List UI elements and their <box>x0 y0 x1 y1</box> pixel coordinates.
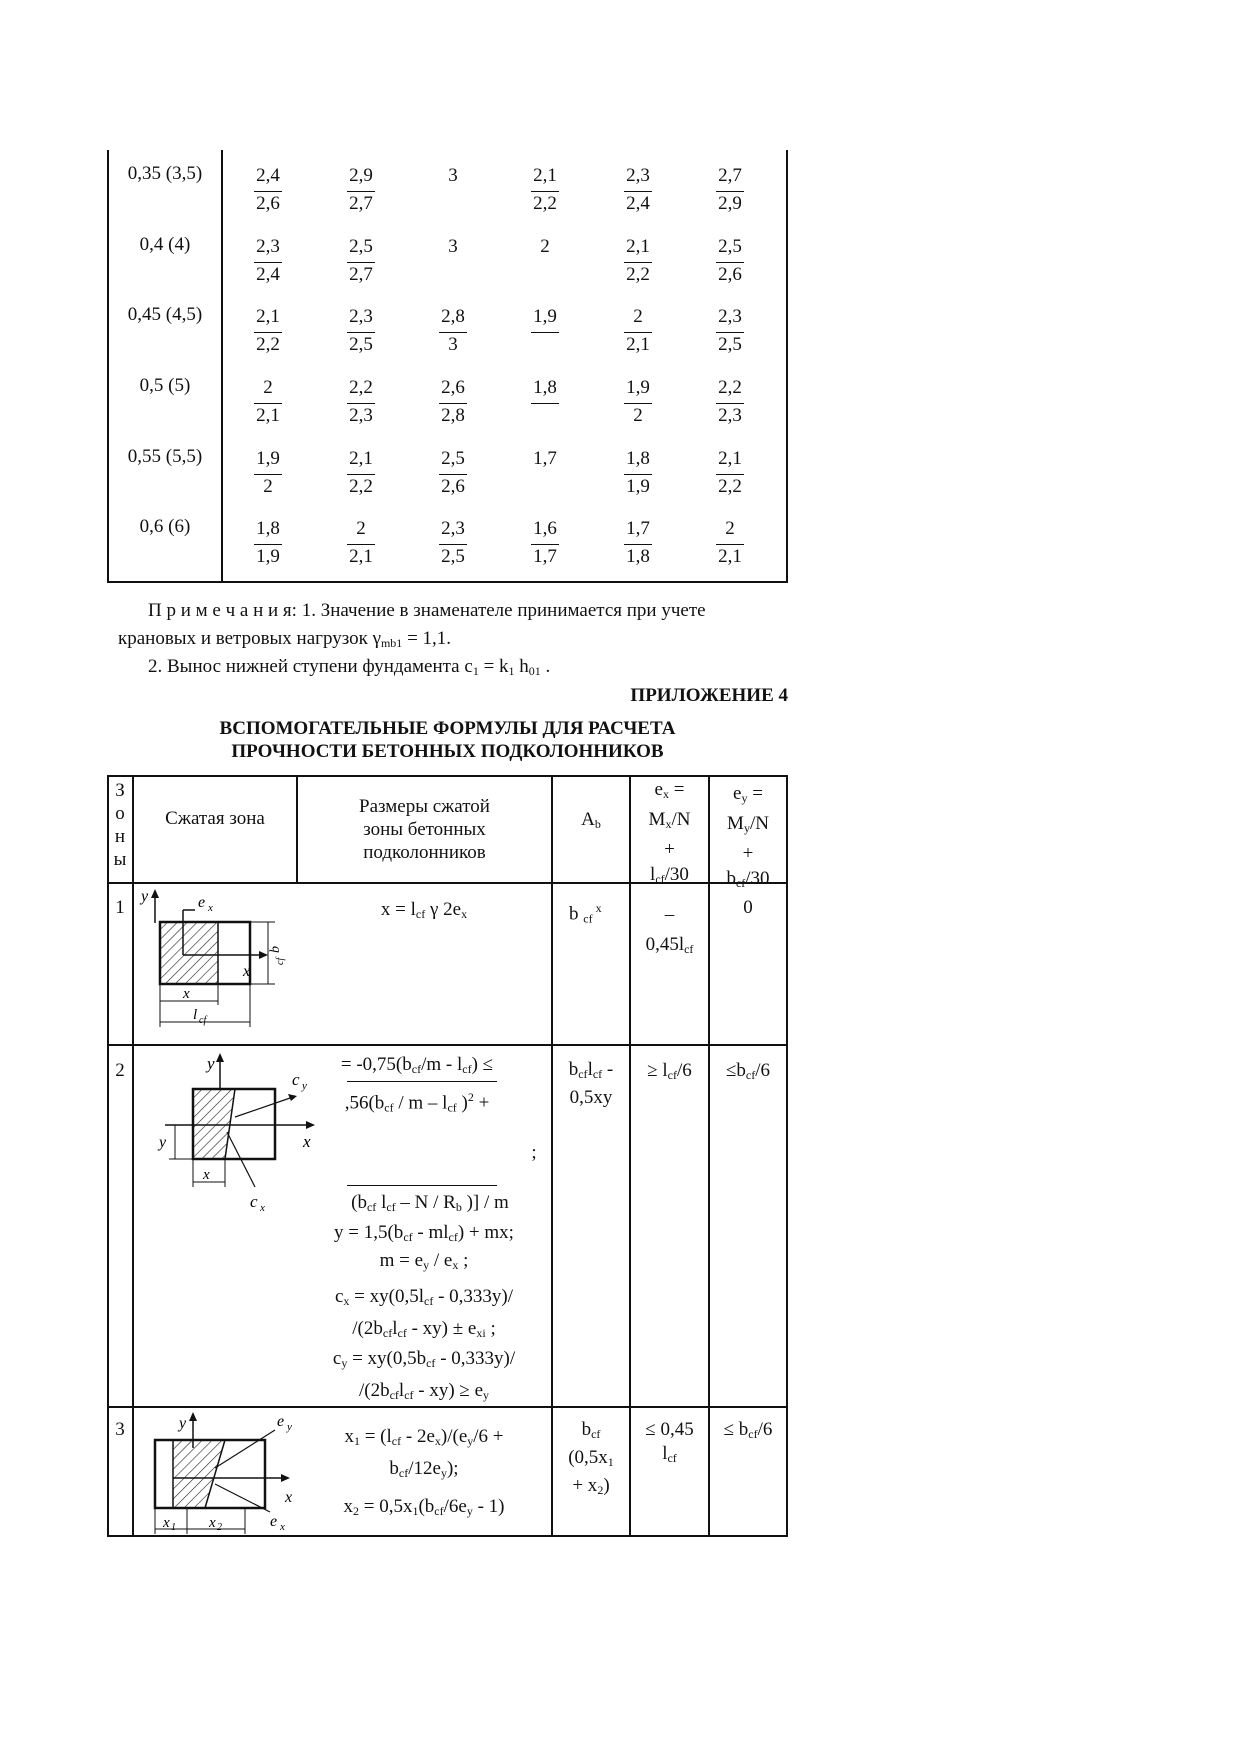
numerator: 1,9 <box>626 377 650 398</box>
table-cell <box>608 303 668 359</box>
header-ey: $e_y$ = $M_y/N$ + $b_{cf}/30$ <box>726 783 770 890</box>
numerator: 1,8 <box>256 518 280 539</box>
denominator: 2,7 <box>349 193 373 214</box>
header-dimensions: Размеры сжатой зоны бетонных подколонников <box>359 796 490 863</box>
fraction-bar <box>716 474 744 475</box>
formula-x-zone2-line2: $,56(b_{cf}$ / m – $l_{cf}$ )$^2$ + <box>344 1090 490 1115</box>
table-cell <box>700 515 760 571</box>
table-cell <box>331 374 391 430</box>
fraction-bar <box>347 1081 497 1082</box>
fraction-bar <box>347 544 375 545</box>
svg-text:x: x <box>209 1515 216 1531</box>
denominator: 3 <box>448 334 458 355</box>
note-line-2: крановых и ветровых нагрузок $\gamma_{mb1} = 1,1$. <box>118 628 452 650</box>
header-zone: З о н ы <box>113 780 127 870</box>
formula-x-zone2-line3: ($b_{cf}$ $l_{cf}$ – N / $R_b$ )] / m <box>351 1192 509 1214</box>
table-cell <box>515 445 575 473</box>
fraction-bar <box>254 262 282 263</box>
ey-zone3: ≤ $b_{cf}/6$ <box>723 1419 773 1441</box>
row-label: 0,6 (6) <box>139 516 191 537</box>
denominator: 2 <box>633 405 643 426</box>
fraction-bar <box>716 262 744 263</box>
formula-x2-zone3: $x_2 = 0,5x_1(b_{cf}/6e_y - 1)$ <box>343 1496 505 1518</box>
fraction-bar <box>254 544 282 545</box>
svg-text:e: e <box>198 894 206 911</box>
numerator: 2,1 <box>626 236 650 257</box>
svg-text:1: 1 <box>171 1522 176 1533</box>
svg-text:l: l <box>193 1007 198 1023</box>
appendix-title-line-1: ВСПОМОГАТЕЛЬНЫЕ ФОРМУЛЫ ДЛЯ РАСЧЕТА <box>219 718 676 739</box>
numerator: 2,4 <box>256 165 280 186</box>
table-cell <box>515 162 575 218</box>
fraction-bar <box>254 332 282 333</box>
table-cell <box>515 515 575 571</box>
table-cell <box>608 445 668 501</box>
svg-text:x: x <box>260 1202 265 1214</box>
denominator: 2,2 <box>533 193 557 214</box>
table-cell <box>331 445 391 501</box>
fraction-bar <box>624 262 652 263</box>
header-compressed-zone: Сжатая зона <box>165 808 265 829</box>
table-cell <box>238 515 298 571</box>
fraction-bar <box>439 403 467 404</box>
svg-text:c: c <box>250 1192 258 1211</box>
table-cell <box>608 233 668 289</box>
table-cell <box>331 515 391 571</box>
numerator: 3 <box>448 165 458 186</box>
table-cell <box>238 162 298 218</box>
numerator: 1,7 <box>533 448 557 469</box>
svg-text:x: x <box>280 1521 285 1533</box>
ey-zone2: $\le b_{cf}/6$ <box>725 1060 771 1082</box>
numerator: 1,7 <box>626 518 650 539</box>
table-cell <box>331 162 391 218</box>
svg-text:x: x <box>203 1167 210 1183</box>
numerator: 2,5 <box>349 236 373 257</box>
fraction-bar <box>347 1185 497 1186</box>
svg-text:cf: cf <box>199 1015 207 1026</box>
zone3-diagram <box>135 1408 325 1535</box>
fraction-bar <box>254 191 282 192</box>
ab-zone1: b $_{cf}$ $^x$ <box>569 901 602 926</box>
denominator: 2,7 <box>349 264 373 285</box>
fraction-bar <box>716 332 744 333</box>
numerator: 2,3 <box>626 165 650 186</box>
fraction-bar <box>254 474 282 475</box>
table-cell <box>700 303 760 359</box>
fraction-bar <box>531 191 559 192</box>
formula-x-zone1: $x = l_{cf}$ γ $2e_x$ <box>380 899 468 921</box>
svg-text:y: y <box>302 1080 307 1092</box>
ab-zone2: $b_{cf}l_{cf}$ - 0,5xy <box>568 1059 614 1108</box>
formula-x1-zone3: $x_1 = (l_{cf} - 2e_x)/(e_y/6$ + $b_{cf}/12e_y$); <box>344 1426 504 1480</box>
fraction-bar <box>347 332 375 333</box>
numerator: 2 <box>263 377 273 398</box>
numerator: 2,2 <box>718 377 742 398</box>
denominator: 2,1 <box>256 405 280 426</box>
ex-zone1: – $0,45l_{cf}$ <box>645 904 694 956</box>
fraction-bar <box>347 474 375 475</box>
table-cell <box>423 374 483 430</box>
table-cell <box>515 374 575 402</box>
table-cell <box>423 162 483 190</box>
formula-table <box>107 775 788 1537</box>
table-cell <box>700 374 760 430</box>
svg-text:e: e <box>270 1513 278 1530</box>
fraction-bar <box>716 191 744 192</box>
table-cell <box>608 162 668 218</box>
numerator: 2,5 <box>718 236 742 257</box>
formula-semicolon: ; <box>531 1142 537 1163</box>
row-label: 0,55 (5,5) <box>127 446 203 467</box>
table-cell <box>700 233 760 289</box>
numerator: 2,1 <box>349 448 373 469</box>
denominator: 2,3 <box>349 405 373 426</box>
ex-zone3: ≤ 0,45 $l_{cf}$ <box>645 1419 694 1465</box>
numerator: 2,5 <box>441 448 465 469</box>
formula-cx-zone2: $c_x = xy(0,5l_{cf} - 0,333y)/$ $/(2b_{cf}l_{cf} - xy) \pm e_{xi}$ ; <box>334 1286 514 1340</box>
svg-text:y: y <box>159 1134 167 1151</box>
numerator: 2,7 <box>718 165 742 186</box>
ex-zone2: ≥ $l_{cf}/6$ <box>647 1060 692 1082</box>
fraction-bar <box>624 544 652 545</box>
numerator: 2 <box>356 518 366 539</box>
table-cell <box>423 445 483 501</box>
fraction-bar <box>531 332 559 333</box>
appendix-label: ПРИЛОЖЕНИЕ 4 <box>630 685 788 706</box>
table-cell <box>423 233 483 261</box>
fraction-bar <box>439 544 467 545</box>
row-label: 0,35 (3,5) <box>127 163 203 184</box>
zone1-diagram <box>135 885 300 1040</box>
table-cell <box>515 303 575 331</box>
header-ab: $A_b$ <box>581 809 601 831</box>
table-cell <box>608 374 668 430</box>
table-cell <box>700 445 760 501</box>
denominator: 2,4 <box>626 193 650 214</box>
table-cell <box>423 303 483 359</box>
numerator: 2,3 <box>349 306 373 327</box>
table-cell <box>331 233 391 289</box>
denominator: 2 <box>263 476 273 497</box>
denominator: 2,1 <box>718 546 742 567</box>
numerator: 2 <box>725 518 735 539</box>
svg-text:e: e <box>277 1413 285 1430</box>
denominator: 2,1 <box>626 334 650 355</box>
svg-text:cf: cf <box>275 957 286 965</box>
denominator: 2,5 <box>349 334 373 355</box>
fraction-bar <box>439 474 467 475</box>
table-cell <box>238 445 298 501</box>
ab-zone3: $b_{cf}$ ($0,5x_1$ + $x_2$) <box>568 1419 614 1497</box>
appendix-title-line-2: ПРОЧНОСТИ БЕТОННЫХ ПОДКОЛОННИКОВ <box>231 741 664 762</box>
numerator: 2,8 <box>441 306 465 327</box>
table-cell <box>238 233 298 289</box>
svg-text:c: c <box>292 1070 300 1089</box>
denominator: 1,8 <box>626 546 650 567</box>
denominator: 1,9 <box>256 546 280 567</box>
svg-text:x: x <box>183 986 190 1002</box>
note-line-1: П р и м е ч а н и я: 1. Значение в знаменателе принимается при учете <box>148 600 706 621</box>
numerator: 2,6 <box>441 377 465 398</box>
numerator: 2 <box>633 306 643 327</box>
denominator: 1,7 <box>533 546 557 567</box>
numerator: 2,3 <box>718 306 742 327</box>
svg-text:2: 2 <box>217 1522 222 1533</box>
zone-number: 1 <box>115 897 125 918</box>
denominator: 2,6 <box>256 193 280 214</box>
formula-cy-zone2: $c_y = xy(0,5b_{cf} - 0,333y)/$ $/(2b_{cf}l_{cf} - xy) \ge e_y$ <box>332 1348 516 1402</box>
fraction-bar <box>531 544 559 545</box>
denominator: 2,6 <box>441 476 465 497</box>
numerator: 2,1 <box>533 165 557 186</box>
numerator: 2,3 <box>256 236 280 257</box>
fraction-bar <box>439 332 467 333</box>
zone-number: 3 <box>115 1419 125 1440</box>
numerator: 1,9 <box>533 306 557 327</box>
svg-text:y: y <box>207 1054 215 1073</box>
svg-text:x: x <box>243 963 251 980</box>
fraction-bar <box>531 403 559 404</box>
numerator: 1,9 <box>256 448 280 469</box>
denominator: 2,2 <box>349 476 373 497</box>
numerator: 1,6 <box>533 518 557 539</box>
fraction-bar <box>347 403 375 404</box>
fraction-bar <box>716 403 744 404</box>
zone-number: 2 <box>115 1060 125 1081</box>
fraction-bar <box>254 403 282 404</box>
denominator: 2,2 <box>626 264 650 285</box>
formula-y-zone2: $y = 1,5(b_{cf} - ml_{cf})$ + mx; <box>334 1222 514 1244</box>
denominator: 2,4 <box>256 264 280 285</box>
numerator: 2,1 <box>718 448 742 469</box>
formula-x-zone2-line1: = $-0,75(b_{cf}/m - l_{cf})$ ≤ <box>340 1054 494 1076</box>
numerator: 1,8 <box>626 448 650 469</box>
header-ex: $e_x$ = $M_x/N$ + $l_{cf}/30$ <box>648 779 691 886</box>
ey-zone1: 0 <box>743 897 753 918</box>
denominator: 2,2 <box>718 476 742 497</box>
coefficient-table <box>107 150 788 583</box>
denominator: 2,5 <box>441 546 465 567</box>
fraction-bar <box>624 332 652 333</box>
numerator: 2,1 <box>256 306 280 327</box>
svg-text:x: x <box>208 902 213 914</box>
svg-text:y: y <box>141 888 149 905</box>
denominator: 2,5 <box>718 334 742 355</box>
numerator: 1,8 <box>533 377 557 398</box>
numerator: 2,9 <box>349 165 373 186</box>
fraction-bar <box>624 474 652 475</box>
table-cell <box>238 374 298 430</box>
note-line-3: 2. Вынос нижней ступени фундамента $c_1 = k_1$ $h_{01}$ . <box>148 656 551 678</box>
row-label: 0,45 (4,5) <box>127 304 203 325</box>
fraction-bar <box>347 191 375 192</box>
denominator: 1,9 <box>626 476 650 497</box>
svg-text:y: y <box>287 1421 292 1433</box>
zone2-diagram <box>135 1047 345 1217</box>
table-cell <box>700 162 760 218</box>
denominator: 2,9 <box>718 193 742 214</box>
table-cell <box>238 303 298 359</box>
table-cell <box>423 515 483 571</box>
fraction-bar <box>624 191 652 192</box>
table-cell <box>515 233 575 261</box>
fraction-bar <box>716 544 744 545</box>
numerator: 2 <box>540 236 550 257</box>
svg-text:x: x <box>303 1132 311 1151</box>
numerator: 2,3 <box>441 518 465 539</box>
svg-text:b: b <box>268 946 283 953</box>
row-label: 0,4 (4) <box>139 234 191 255</box>
formula-m-zone2: $m = e_y / e_x$ ; <box>379 1250 469 1272</box>
fraction-bar <box>347 262 375 263</box>
denominator: 2,1 <box>349 546 373 567</box>
svg-text:y: y <box>179 1415 187 1432</box>
fraction-bar <box>624 403 652 404</box>
row-label: 0,5 (5) <box>139 375 191 396</box>
numerator: 2,2 <box>349 377 373 398</box>
svg-text:x: x <box>285 1489 293 1506</box>
numerator: 3 <box>448 236 458 257</box>
denominator: 2,2 <box>256 334 280 355</box>
denominator: 2,8 <box>441 405 465 426</box>
table-cell <box>608 515 668 571</box>
svg-text:x: x <box>163 1515 170 1531</box>
table-cell <box>331 303 391 359</box>
denominator: 2,3 <box>718 405 742 426</box>
denominator: 2,6 <box>718 264 742 285</box>
